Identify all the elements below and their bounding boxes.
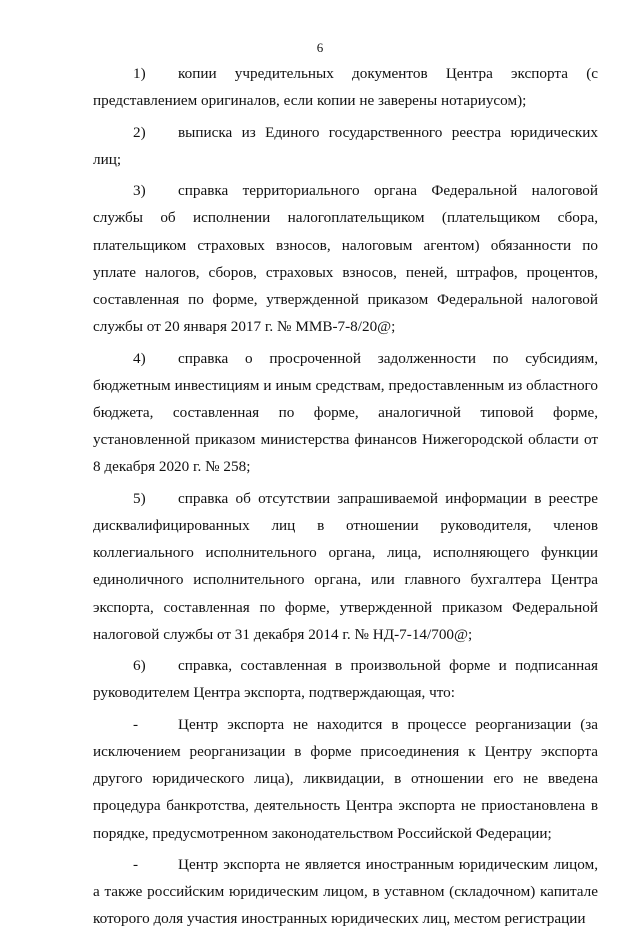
document-body <box>93 60 598 937</box>
dash-item-text: Центр экспорта не находится в процессе реорганизации (за исключением реорганизации в форме присоединения к Центру экспорта другого юридического лица), ликвидации, в отношении его не введена процедура банкротства, деятельность Центра экспорта не приостановлена в порядке, предусмотренном законодательством Российской Федерации; <box>93 715 598 842</box>
list-marker: 3) <box>133 182 146 200</box>
list-item-2 <box>93 119 598 173</box>
list-marker: 1) <box>133 65 146 82</box>
list-item-1 <box>93 60 598 114</box>
list-item-text: справка территориального органа Федеральной налоговой службы об исполнении налогоплательщиком (плательщиком сбора, плательщиком страховых взносов, налоговым агентом) обязанности по уплате налогов, сборов, страховых взносов, пеней, штрафов, процентов, составленная по форме, утвержденной приказом Федеральной налоговой службы от 20 января 2017 г. № ММВ-7-8/20@; <box>93 182 598 336</box>
list-marker: 5) <box>133 489 146 507</box>
dash-item-2 <box>93 851 598 933</box>
list-item-3 <box>93 177 598 340</box>
page-number: 6 <box>316 40 324 55</box>
list-item-text: копии учредительных документов Центра экспорта (с представлением оригиналов, если копии не заверены нотариусом); <box>93 65 598 110</box>
list-marker: 2) <box>133 123 146 141</box>
list-item-text: справка, составленная в произвольной форме и подписанная руководителем Центра экспорта, подтверждающая, что: <box>93 657 598 702</box>
dash-item-1 <box>93 711 598 847</box>
dash-marker: - <box>133 715 139 733</box>
list-marker: 6) <box>133 657 146 675</box>
list-item-text: справка о просроченной задолженности по субсидиям, бюджетным инвестициям и иным средствам, предоставленным из областного бюджета, составленная по форме, аналогичной типовой форме, установленной приказом министерства финансов Нижегородской области от 8 декабря 2020 г. № 258; <box>93 349 598 476</box>
list-item-6 <box>93 652 598 706</box>
list-item-text: выписка из Единого государственного реестра юридических лиц; <box>93 123 598 168</box>
dash-marker: - <box>133 856 139 873</box>
dash-item-text: Центр экспорта не является иностранным юридическим лицом, а также российским юридическим лицом, в уставном (складочном) капитале которого доля участия иностранных юридических лиц, местом регистрации <box>93 856 598 928</box>
list-item-5 <box>93 485 598 648</box>
list-marker: 4) <box>133 349 146 367</box>
list-item-4 <box>93 345 598 481</box>
list-item-text: справка об отсутствии запрашиваемой информации в реестре дисквалифицированных лиц в отношении руководителя, членов коллегиального исполнительного органа, лица, исполняющего функции единоличного исполнительного органа, или главного бухгалтера Центра экспорта, составленная по форме, утвержденной приказом Федеральной налоговой службы от 31 декабря 2014 г. № НД-7-14/700@; <box>93 489 598 643</box>
